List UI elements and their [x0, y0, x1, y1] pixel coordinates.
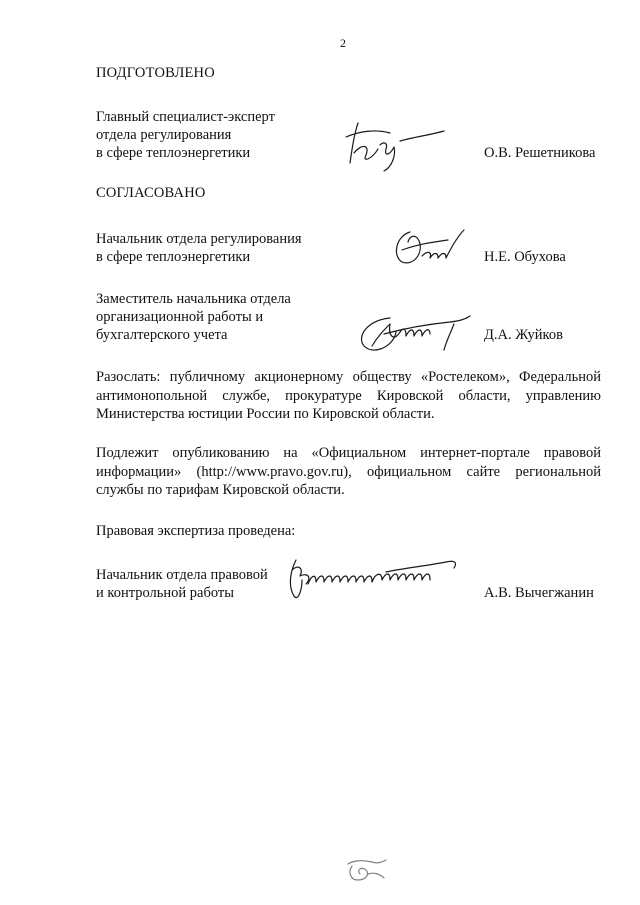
publication-text: Подлежит опубликованию на «Официальном интернет-портале правовой информации» (http://www.pravo.gov.ru), официальном сайте региональной службы по тарифам Кировской области.	[96, 445, 601, 498]
agreed-position-2-line-2: организационной работы и	[96, 309, 264, 325]
legal-review-position-line-2: и контрольной работы	[96, 585, 234, 601]
signature-zhuykov	[354, 306, 479, 358]
agreed-position-1-line-2: в сфере теплоэнергетики	[96, 249, 251, 265]
prepared-position-line-3: в сфере теплоэнергетики	[96, 145, 251, 161]
legal-review-position-line-1: Начальник отдела правовой	[96, 567, 268, 583]
archive-scribble-mark	[342, 856, 390, 886]
prepared-position-line-1: Главный специалист-эксперт	[96, 109, 275, 125]
prepared-position-line-2: отдела регулирования	[96, 127, 232, 143]
signature-vychegzhanin	[286, 550, 466, 606]
distribution-paragraph	[96, 368, 601, 424]
agreed-heading: СОГЛАСОВАНО	[96, 185, 206, 201]
agreed-position-1-line-1: Начальник отдела регулирования	[96, 231, 302, 247]
publication-paragraph	[96, 444, 601, 500]
agreed-name-1: Н.Е. Обухова	[484, 249, 566, 265]
prepared-name: О.В. Решетникова	[484, 145, 596, 161]
page-number: 2	[340, 36, 346, 50]
signature-obukhova	[388, 222, 468, 272]
distribution-text: Разослать: публичному акционерному обществу «Ростелеком», Федеральной антимонопольной службе, прокуратуре Кировской области, управлению Министерства юстиции России по Кировской области.	[96, 369, 601, 422]
agreed-name-2: Д.А. Жуйков	[484, 327, 563, 343]
agreed-position-2-line-3: бухгалтерского учета	[96, 327, 228, 343]
prepared-heading: ПОДГОТОВЛЕНО	[96, 65, 215, 81]
legal-review-statement: Правовая экспертиза проведена:	[96, 523, 296, 539]
signature-reshetnikova	[340, 115, 450, 175]
agreed-position-2-line-1: Заместитель начальника отдела	[96, 291, 291, 307]
legal-review-name: А.В. Вычегжанин	[484, 585, 594, 601]
